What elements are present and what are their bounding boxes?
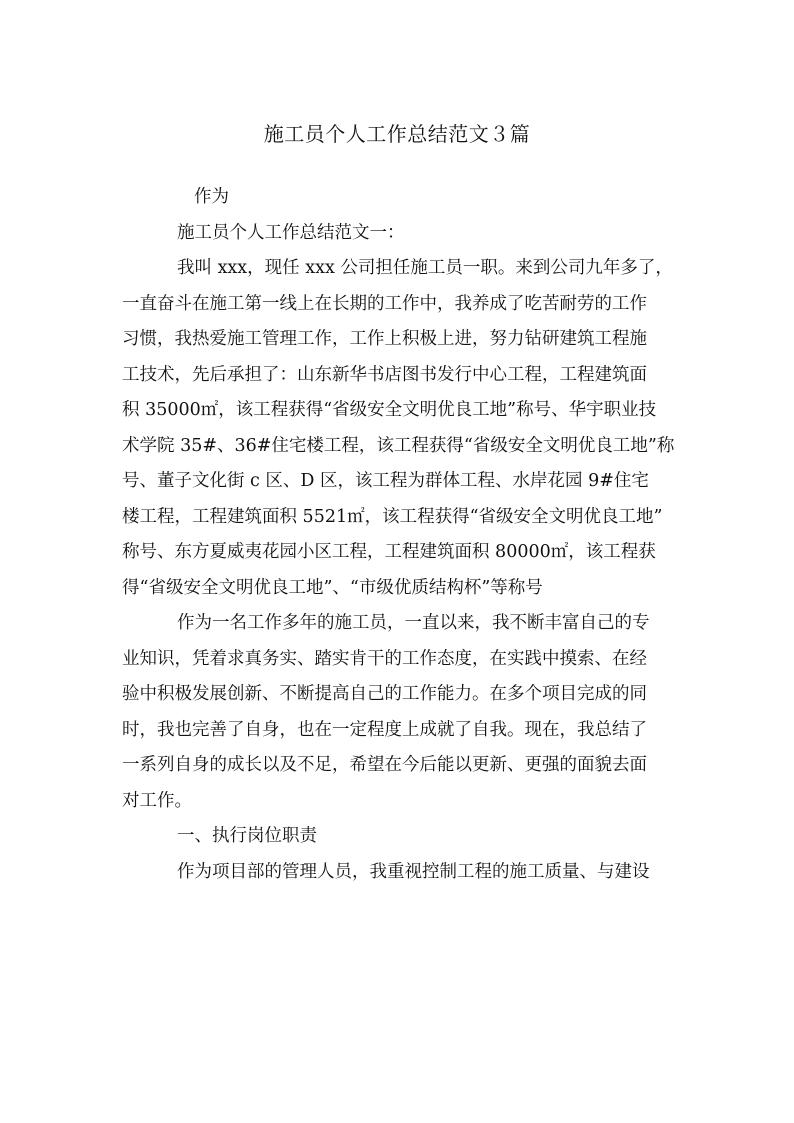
text-line: 一、执行岗位职责: [177, 826, 317, 846]
text-line: 楼工程，工程建筑面积 5521㎡，该工程获得“省级安全文明优良工地”: [122, 506, 663, 527]
text-line: 称号、东方夏威夷花园小区工程，工程建筑面积 80000㎡，该工程获: [122, 542, 656, 562]
text-line: 一系列自身的成长以及不足，希望在今后能以更新、更强的面貌去面: [122, 755, 647, 775]
text-line: 作为一名工作多年的施工员，一直以来，我不断丰富自己的专: [177, 613, 650, 633]
text-line: 验中积极发展创新、不断提高自己的工作能力。在多个项目完成的同: [122, 684, 647, 704]
document-body: [122, 180, 682, 890]
text-line: 施工员个人工作总结范文一：: [177, 222, 405, 243]
text-line: 对工作。: [122, 790, 192, 811]
text-line: 作为项目部的管理人员，我重视控制工程的施工质量、与建设: [177, 861, 650, 882]
text-line: 号、董子文化街 c 区、D 区，该工程为群体工程、水岸花园 9#住宅: [122, 471, 649, 491]
text-line: 一直奋斗在施工第一线上在长期的工作中，我养成了吃苦耐劳的工作: [122, 293, 647, 314]
document-title: 施工员个人工作总结范文３篇: [263, 122, 531, 146]
text-line: 我叫 xxx，现任 xxx 公司担任施工员一职。来到公司九年多了，: [177, 258, 673, 278]
text-line: 积 35000㎡，该工程获得“省级安全文明优良工地”称号、华宇职业技: [122, 400, 657, 420]
text-line: 术学院 35#、36#住宅楼工程，该工程获得“省级安全文明优良工地”称: [122, 435, 675, 456]
text-line: 习惯，我热爱施工管理工作，工作上积极上进，努力钻研建筑工程施: [122, 329, 647, 349]
text-line: 得“省级安全文明优良工地”、“市级优质结构杯”等称号: [122, 577, 543, 598]
text-line: 业知识，凭着求真务实、踏实肯干的工作态度，在实践中摸索、在经: [122, 648, 647, 669]
text-line: 作为: [194, 187, 229, 207]
text-line: 时，我也完善了自身，也在一定程度上成就了自我。现在，我总结了: [122, 719, 647, 740]
text-line: 工技术，先后承担了：山东新华书店图书发行中心工程，工程建筑面: [122, 364, 647, 385]
